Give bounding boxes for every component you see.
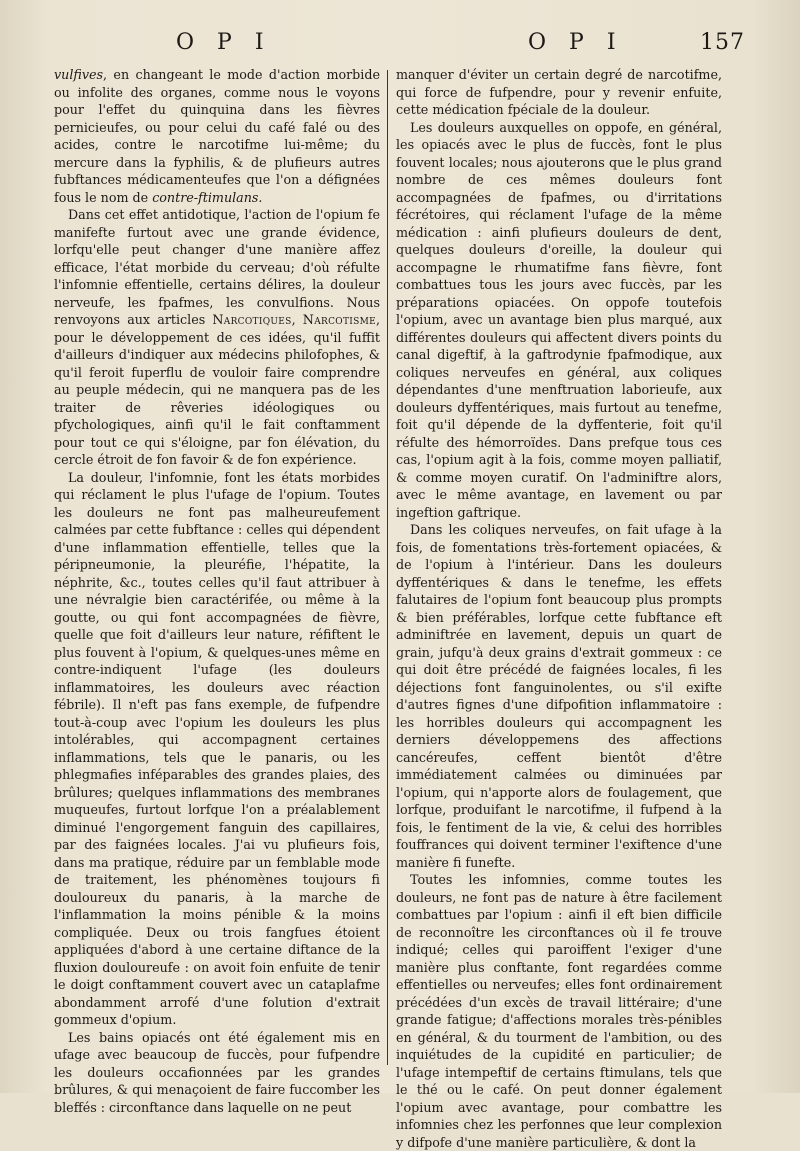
italic-term: contre-ftimulans. — [152, 189, 263, 205]
paragraph: Les bains opiacés ont été également mis en ufage avec beaucoup de fuccès, pour fufpendre les douleurs occafionnées par les grandes brûlures, & qui menaçoient de faire fuccomber les bleffés : circonftance dans laquelle on ne peut — [54, 1029, 380, 1115]
paragraph: La douleur, l'infomnie, font les états morbides qui réclament le plus l'ufage de l'opium. Toutes les douleurs ne font pas malheureufement calmées par cette fubftance : celles qui dépendent d'une inflammation effentielle, telles que la péripneumonie, la pleuréfie, l'hépatite, la néphrite, &c., toutes celles qu'il faut attribuer à une névralgie bien caractérifée, ou même à la goutte, ou qui font accompagnées de fièvre, quelle que foit d'ailleurs leur nature, réfiftent le plus fouvent à l'opium, & quelques-unes même en contre-indiquent l'ufage (les douleurs inflammatoires, les douleurs avec réaction fébrile). Il n'eft pas fans exemple, de fufpendre tout-à-coup avec l'opium les douleurs les plus intolérables, qui accompagnent certaines inflammations, tels que le panaris, ou les phlegmafies inféparables des grandes plaies, des brûlures; quelques inflammations des membranes muqueufes, furtout lorfque l'on a préalablement diminué l'engorgement fanguin des capillaires, par des faignées locales. J'ai vu plufieurs fois, dans ma pratique, réduire par un femblable mode de traitement, les phénomènes toujours fi douloureux du panaris, à la marche de l'inflammation la moins pénible & la moins compliquée. Deux ou trois fangfues étoient appliquées d'abord à une certaine diftance de la fluxion douloureufe : on avoit foin enfuite de tenir le doigt conftamment couvert avec un cataplafme abondamment arrofé d'une folution d'extrait gommeux d'opium. — [54, 469, 380, 1027]
paragraph-text: , pour le développement de ces idées, qu'il fuffit d'ailleurs d'indiquer aux médecins philofophes, & qu'il feroit fuperflu de vouloir faire comprendre au peuple médecin, qui ne manquera pas de les traiter de rêveries idéologiques ou pfychologiques, ainfi qu'il le fait conftamment pour tout ce qui s'éloigne, par fon élévation, du cercle étroit de fon favoir & de fon expérience. — [54, 312, 380, 467]
left-column — [54, 66, 380, 1116]
separator: , — [291, 312, 303, 327]
cross-reference: Narcotiques — [212, 312, 292, 327]
paragraph: manquer d'éviter un certain degré de narcotifme, qui force de fufpendre, pour y revenir enfuite, cette médication fpéciale de la douleur. — [396, 67, 722, 117]
paragraph: Dans les coliques nerveufes, on fait ufage à la fois, de fomentations très-fortement opiacées, & de l'opium à l'intérieur. Dans les douleurs dyffentériques & dans le tenefme, les effets falutaires de l'opium font beaucoup plus prompts & bien préférables, lorfque cette fubftance eft adminiftrée en lavement, depuis un quart de grain, jufqu'à deux grains d'extrait gommeux : ce qui doit être précédé de faignées locales, fi les déjections font fanguinolentes, ou s'il exifte d'autres fignes d'une difpofition inflammatoire : les horribles douleurs qui accompagnent les derniers développemens des affections cancéreufes, ceffent bientôt d'être immédiatement calmées ou diminuées par l'opium, qui n'apporte alors de foulagement, que lorfque, produifant le narcotifme, il fufpend à la fois, le fentiment de la vie, & celui des horribles fouffrances qui doivent terminer l'exiftence d'une manière fi funefte. — [396, 522, 722, 870]
running-title-right: O P I — [528, 30, 624, 55]
running-header — [0, 30, 800, 62]
paragraph-text: Dans cet effet antidotique, l'action de l'opium fe manifefte furtout avec une grande évidence, lorfqu'elle peut changer d'une manière affez efficace, l'état morbide du cerveau; d'où réfulte l'infomnie effentielle, certains délires, la douleur nerveufe, les fpafmes, les convulfions. Nous renvoyons aux articles — [54, 207, 380, 327]
paragraph: Toutes les infomnies, comme toutes les douleurs, ne font pas de nature à être facilement combattues par l'opium : ainfi il eft bien difficile de reconnoître les circonftances où il fe trouve indiqué; celles qui paroiffent l'exiger d'une manière plus conftante, font regardées comme effentielles ou nerveufes; elles font ordinairement précédées d'un excès de travail littéraire; d'une grande fatigue; d'affections morales très-pénibles en général, & du tourment de l'ambition, ou des inquiétudes de la cupidité en particulier; de l'ufage intempeftif de certains ftimulans, tels que le thé ou le café. On peut donner également l'opium avec avantage, pour combattre les infomnies chez les perfonnes que leur complexion y difpofe d'une manière particulière, & dont la — [396, 872, 722, 1150]
paragraph: Les douleurs auxquelles on oppofe, en général, les opiacés avec le plus de fuccès, font le plus fouvent locales; nous ajouterons que le plus grand nombre de ces mêmes douleurs font accompagnées de fpafmes, ou d'irritations fécrétoires, qui réclament l'ufage de la même médication : ainfi plufieurs douleurs de dent, quelques douleurs d'oreille, la douleur qui accompagne le rhumatifme fans fièvre, font combattues tous les jours avec fuccès, par les préparations opiacées. On oppofe toutefois l'opium, avec un avantage bien plus marqué, aux différentes douleurs qui affectent divers points du canal digeftif, à la gaftrodynie fpafmodique, aux coliques nerveufes en général, aux coliques dépendantes d'une menftruation laborieufe, aux douleurs dyffentériques, mais furtout au tenefme, foit qu'il dépende de la dyffenterie, foit qu'il réfulte des hémorroïdes. Dans prefque tous ces cas, l'opium agit à la fois, comme moyen palliatif, & comme moyen curatif. On l'adminiftre alors, avec le même avantage, en lavement ou par ingeftion gaftrique. — [396, 119, 722, 520]
page-number: 157 — [700, 30, 745, 55]
running-title-left: O P I — [176, 30, 272, 55]
paragraph-text: , en changeant le mode d'action morbide ou infolite des organes, comme nous le voyons pour l'effet du quinquina dans les fièvres pernicieufes, ou pour celui du café falé ou des acides, contre le narcotifme lui-même; du mercure dans la fyphilis, & de plufieurs autres fubftances médicamenteufes que l'on a défignées fous le nom de — [54, 67, 380, 205]
paragraph — [54, 206, 380, 469]
text-columns — [54, 66, 766, 1150]
column-divider — [387, 70, 388, 1065]
right-column — [396, 66, 722, 1151]
paragraph — [54, 66, 380, 206]
cross-reference: Narcotisme — [302, 312, 376, 327]
italic-word: vulfives — [54, 67, 104, 82]
